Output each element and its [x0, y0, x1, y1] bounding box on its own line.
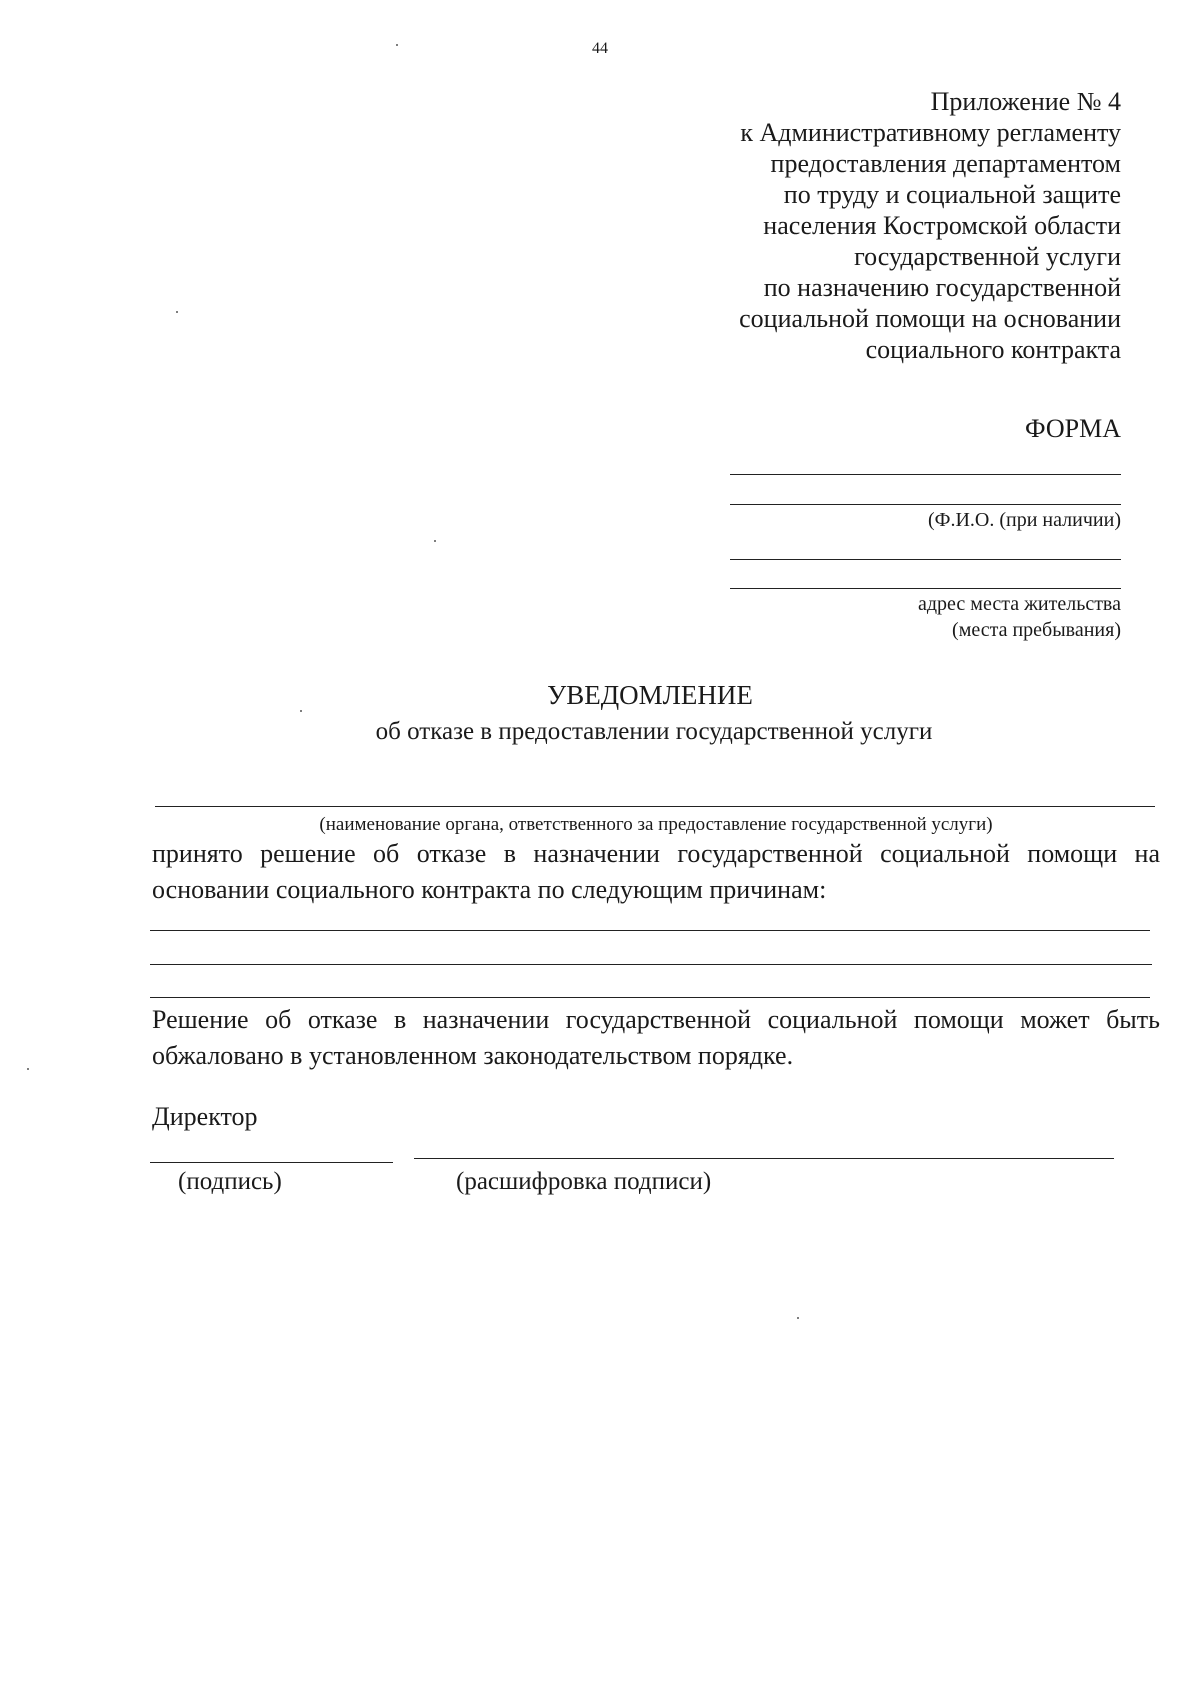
reason-line — [150, 964, 1152, 965]
signature-decoding-caption: (расшифровка подписи) — [456, 1168, 712, 1195]
recipient-name-line — [730, 504, 1121, 505]
scan-speck — [797, 1317, 799, 1319]
appendix-header — [561, 86, 1121, 365]
signature-caption: (подпись) — [178, 1168, 282, 1195]
appendix-line: по назначению государственной — [763, 273, 1121, 302]
organ-caption: (наименование органа, ответственного за предоставление государственной услуги) — [319, 814, 993, 835]
scan-speck — [300, 710, 302, 712]
scan-speck — [396, 44, 398, 46]
address-caption — [918, 591, 1121, 643]
scan-speck — [27, 1068, 29, 1070]
appendix-line: государственной услуги — [854, 242, 1121, 271]
recipient-name-line — [730, 474, 1121, 475]
signature-decoding-line — [414, 1158, 1114, 1159]
appendix-line: населения Костромской области — [763, 211, 1121, 240]
form-label: ФОРМА — [1025, 414, 1121, 443]
fio-caption: (Ф.И.О. (при наличии) — [928, 509, 1121, 531]
appendix-line: социального контракта — [865, 335, 1121, 364]
reason-line — [150, 997, 1150, 998]
page-number: 44 — [592, 40, 608, 57]
notice-subtitle: об отказе в предоставлении государственной услуги — [375, 718, 933, 745]
appendix-line: к Административному регламенту — [740, 118, 1121, 147]
address-caption-line: адрес места жительства — [918, 593, 1121, 615]
organ-name-line — [155, 806, 1155, 807]
recipient-address-line — [730, 559, 1121, 560]
decision-text: принято решение об отказе в назначении государственной социальной помощи на основании социального контракта по следующим причинам: — [152, 839, 1160, 904]
address-caption-line: (места пребывания) — [952, 619, 1121, 641]
scan-speck — [176, 311, 178, 313]
appeal-text: Решение об отказе в назначении государственной социальной помощи может быть обжаловано в установленном законодательством порядке. — [152, 1005, 1160, 1070]
recipient-address-line — [730, 588, 1121, 589]
appendix-line: по труду и социальной защите — [783, 180, 1121, 209]
appendix-line: предоставления департаментом — [770, 149, 1121, 178]
appendix-line: социальной помощи на основании — [739, 304, 1121, 333]
signature-line — [150, 1162, 393, 1163]
reason-line — [150, 930, 1150, 931]
notice-title: УВЕДОМЛЕНИЕ — [547, 680, 753, 710]
appendix-line: Приложение № 4 — [930, 87, 1121, 116]
director-label: Директор — [152, 1102, 258, 1131]
scan-speck — [434, 540, 436, 542]
